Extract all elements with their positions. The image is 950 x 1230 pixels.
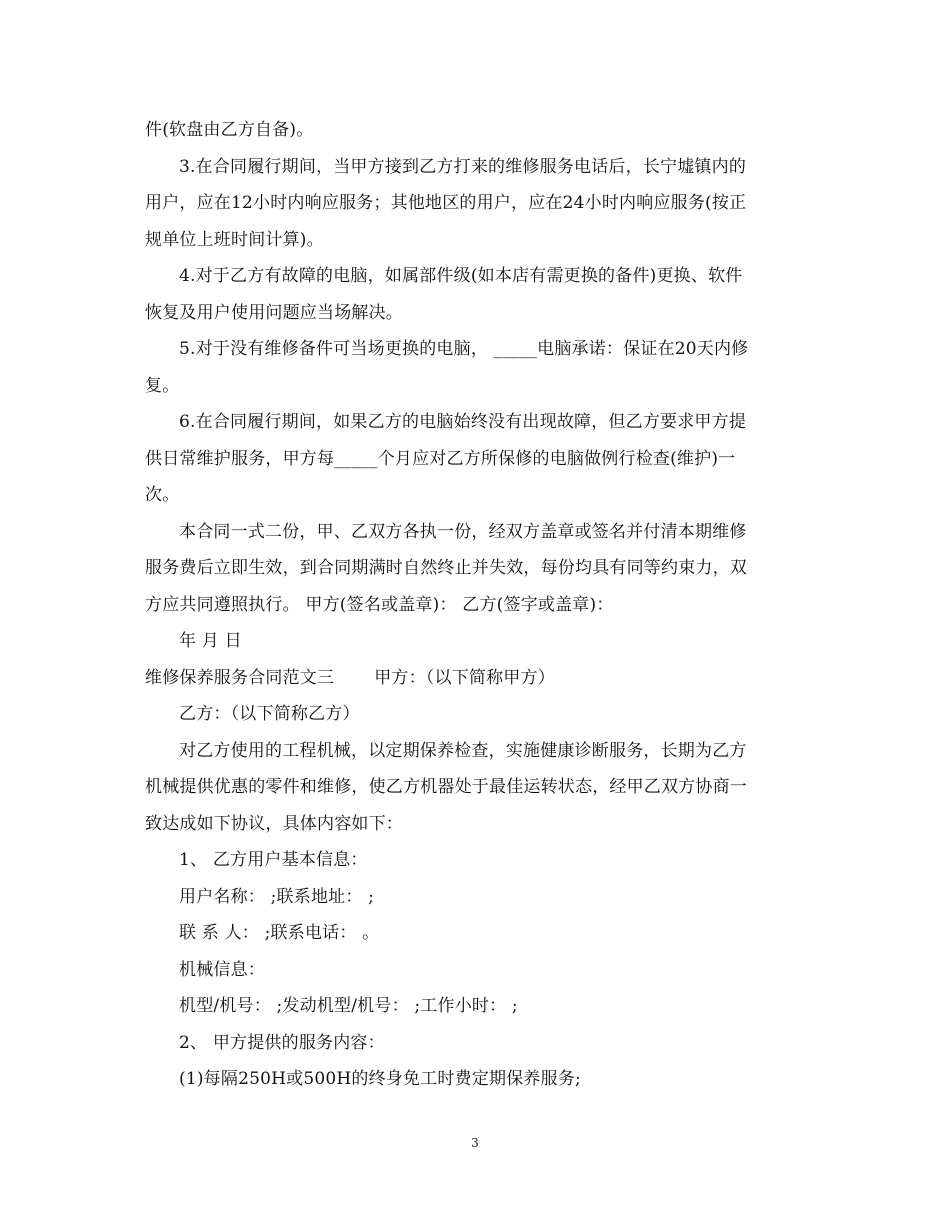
text-line: 机型/机号： ;发动机型/机号： ;工作小时： ; bbox=[179, 996, 518, 1016]
text-line: 机械提供优惠的零件和维修，使乙方机器处于最佳运转状态，经甲乙双方协商一 bbox=[145, 777, 747, 797]
text-line: 次。 bbox=[145, 485, 180, 505]
text-line: 2、 甲方提供的服务内容： bbox=[179, 1032, 385, 1053]
text-line: 对乙方使用的工程机械，以定期保养检查，实施健康诊断服务，长期为乙方 bbox=[179, 740, 747, 761]
text-line: 复。 bbox=[145, 375, 180, 396]
text-line: 3.在合同履行期间，当甲方接到乙方打来的维修服务电话后，长宁墟镇内的 bbox=[179, 156, 747, 177]
text-line: 本合同一式二份，甲、乙双方各执一份，经双方盖章或签名并付清本期维修 bbox=[179, 521, 747, 542]
text-line: 方应共同遵照执行。 甲方(签名或盖章)： 乙方(签字或盖章)： bbox=[145, 594, 614, 615]
text-line: 用户，应在12小时内响应服务；其他地区的用户，应在24小时内响应服务(按正 bbox=[145, 193, 747, 213]
text-line: 1、 乙方用户基本信息： bbox=[179, 850, 368, 870]
text-line: 供日常维护服务，甲方每_____个月应对乙方所保修的电脑做例行检查(维护)一 bbox=[145, 448, 736, 469]
text-line: 规单位上班时间计算)。 bbox=[145, 229, 324, 250]
text-line: (1)每隔250H或500H的终身免工时费定期保养服务; bbox=[179, 1069, 581, 1089]
text-line: 致达成如下协议，具体内容如下： bbox=[145, 813, 403, 834]
text-line: 恢复及用户使用问题应当场解决。 bbox=[145, 302, 403, 323]
text-line: 联 系 人： ;联系电话： 。 bbox=[179, 923, 380, 943]
page-number: 3 bbox=[471, 1136, 479, 1150]
text-line: 机械信息： bbox=[179, 959, 265, 980]
text-line: 用户名称： ;联系地址： ; bbox=[179, 886, 375, 907]
text-line: 维修保养服务合同范文三 甲方：（以下简称甲方） bbox=[145, 667, 555, 688]
text-line: 年 月 日 bbox=[179, 631, 242, 651]
text-line: 件(软盘由乙方自备)。 bbox=[145, 120, 314, 140]
document-body bbox=[145, 112, 805, 1098]
text-line: 4.对于乙方有故障的电脑，如属部件级(如本店有需更换的备件)更换、软件 bbox=[179, 266, 743, 286]
text-line: 6.在合同履行期间，如果乙方的电脑始终没有出现故障，但乙方要求甲方提 bbox=[179, 412, 747, 432]
text-line: 5.对于没有维修备件可当场更换的电脑， _____电脑承诺：保证在20天内修 bbox=[179, 339, 749, 359]
text-line: 乙方：（以下简称乙方） bbox=[179, 704, 360, 724]
text-line: 服务费后立即生效，到合同期满时自然终止并失效，每份均具有同等约束力，双 bbox=[145, 558, 747, 578]
